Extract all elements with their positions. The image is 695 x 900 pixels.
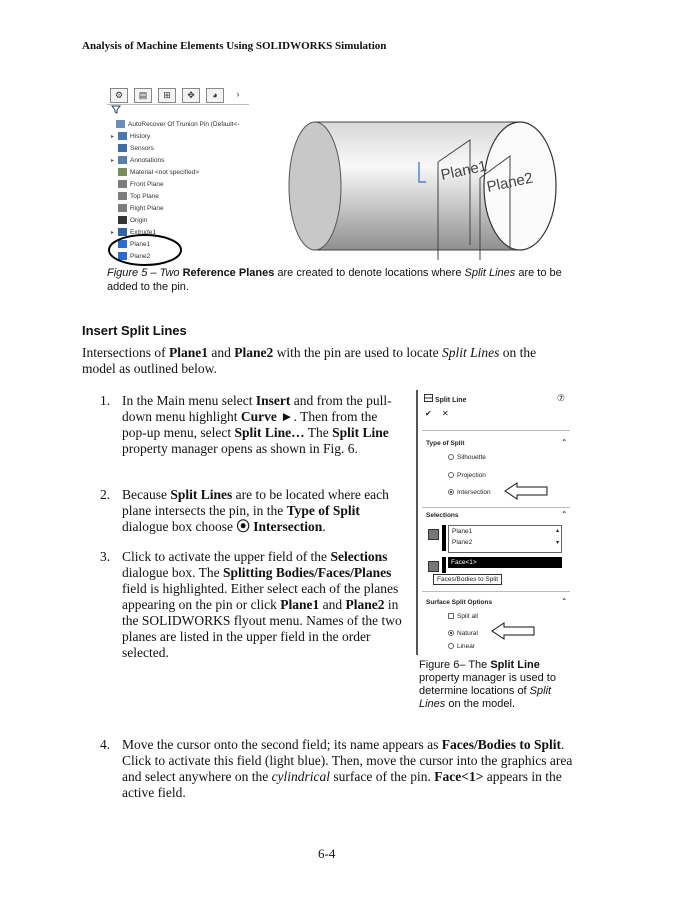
tree-item-label: Plane2	[130, 253, 151, 260]
tree-item-icon	[118, 180, 127, 188]
tree-item-label: Sensors	[130, 145, 154, 152]
step-text: Click to activate the upper field of the	[122, 549, 331, 564]
collapse-caret-icon[interactable]: ⌃	[561, 511, 567, 518]
selections-header[interactable]: Selections	[426, 512, 459, 519]
tree-item-label: Material <not specified>	[130, 169, 200, 176]
figure6-caption: Figure 6– The Split Line property manager is used to determine locations of Split Lines on the model.	[419, 659, 556, 710]
tree-item-label: Plane1	[130, 241, 151, 248]
step-text: Plane1	[280, 597, 320, 612]
highlight-circle	[107, 233, 185, 267]
radio-linear[interactable]: Linear	[448, 643, 475, 650]
tab-dimxpert-manager[interactable]: ✥	[182, 88, 200, 103]
tree-item[interactable]	[111, 203, 164, 215]
collapse-caret-icon[interactable]: ⌃	[561, 439, 567, 446]
tree-item[interactable]	[111, 179, 164, 191]
filter-icon[interactable]	[111, 105, 121, 117]
step-text: appears in the active field.	[122, 769, 562, 800]
split-all-checkbox[interactable]: Split all	[448, 613, 478, 620]
tree-item[interactable]	[109, 119, 239, 131]
tree-item-icon	[118, 144, 127, 152]
step-text: field is highlighted. Either select each of the planes appearing on the pin or click	[122, 581, 399, 612]
step-text: Split Line	[332, 425, 389, 440]
step-text: . Click to activate this field (light blue). Then, move the cursor into the graphics area and select anywhere on the	[122, 737, 573, 784]
step-text: .	[322, 519, 326, 534]
step-text: Split Lines	[170, 487, 233, 502]
tree-item-icon	[116, 120, 125, 128]
tree-item-label: Origin	[130, 217, 148, 224]
step-text: dialogue box. The	[122, 565, 223, 580]
step-text: Splitting Bodies/Faces/Planes	[222, 565, 392, 580]
selection-item[interactable]: Plane1	[452, 528, 473, 535]
step-text: Selections	[330, 549, 388, 564]
split-line-icon	[424, 394, 433, 402]
step-text: surface of the pin.	[330, 769, 435, 784]
cylinder-left-end	[289, 122, 341, 250]
splitting-bodies-field[interactable]	[448, 525, 562, 553]
step-text: Faces/Bodies to Split	[441, 737, 562, 752]
intro-paragraph: Intersections of Plane1 and Plane2 with the pin are used to locate Split Lines on the model as outlined below.	[82, 345, 537, 376]
pm-title: Split Line	[424, 394, 466, 404]
expand-arrow-icon[interactable]: ▸	[111, 230, 115, 236]
tab-property-manager[interactable]: ▤	[134, 88, 152, 103]
step-text: and from the pull-down menu highlight	[122, 393, 392, 424]
step-text: Insert	[255, 393, 291, 408]
tab-display-manager[interactable]: ◕	[206, 88, 224, 103]
feature-manager-tree	[107, 86, 249, 262]
collapse-caret-icon[interactable]: ⌃	[561, 598, 567, 605]
running-header: Analysis of Machine Elements Using SOLIDWORKS Simulation	[82, 40, 387, 52]
tree-item-label: History	[130, 133, 151, 140]
ok-button[interactable]: ✔	[425, 409, 432, 418]
tab-configuration-manager[interactable]: ⊞	[158, 88, 176, 103]
radio-natural[interactable]: Natural	[448, 630, 478, 637]
step-text: dialogue box choose	[122, 519, 237, 534]
step-text: Split Line…	[234, 425, 305, 440]
step-text: Because	[122, 487, 171, 502]
scroll-up-icon[interactable]: ▴	[555, 528, 559, 534]
figure5-caption: Figure 5 – Two Reference Planes are created to denote locations where Split Lines are to be added to the pin.	[107, 267, 562, 293]
plane-select-icon	[428, 529, 439, 540]
plane1-label: Plane1	[439, 157, 489, 184]
step-text: Plane2	[345, 597, 385, 612]
type-of-split-header[interactable]: Type of Split	[426, 440, 465, 447]
tab-more-chevron[interactable]: ›	[236, 89, 240, 99]
tree-item[interactable]	[111, 131, 150, 143]
step-text: Move the cursor onto the second field; its name appears as	[122, 737, 442, 752]
step-text: Type of Split	[286, 503, 360, 518]
tree-item-icon	[118, 168, 127, 176]
plane2-label: Plane2	[485, 169, 535, 196]
tree-item[interactable]	[111, 215, 147, 227]
tree-item-label: Front Plane	[130, 181, 164, 188]
faces-bodies-field[interactable]	[448, 557, 562, 568]
face-item[interactable]: Face<1>	[451, 559, 477, 566]
tree-item-icon	[118, 204, 127, 212]
tree-item-label: Right Plane	[130, 205, 164, 212]
step-text: The	[304, 425, 333, 440]
tree-item-icon	[118, 216, 127, 224]
step-text: and	[319, 597, 346, 612]
face-select-icon	[428, 561, 439, 572]
help-icon[interactable]: ⑦	[556, 393, 565, 403]
step-text: in the SOLIDWORKS flyout menu. Names of the two planes are listed in the upper field in the order selected.	[122, 597, 402, 660]
tree-item-icon	[118, 132, 127, 140]
tooltip: Faces/Bodies to Split	[433, 574, 502, 585]
tree-item[interactable]	[111, 155, 164, 167]
step-text: Face<1>	[434, 769, 484, 784]
tree-item[interactable]	[111, 143, 154, 155]
expand-arrow-icon[interactable]: ▸	[111, 158, 115, 164]
step-text: ⦿ Intersection	[236, 519, 323, 534]
step-text: In the Main menu select	[122, 393, 256, 408]
cancel-button[interactable]: ✕	[442, 409, 449, 418]
tree-item-icon	[118, 192, 127, 200]
pin-model-graphic	[270, 100, 570, 260]
callout-arrow-icon	[503, 481, 549, 501]
radio-projection[interactable]: Projection	[448, 472, 486, 479]
tree-item-label: Extrude1	[130, 229, 157, 236]
selection-item[interactable]: Plane2	[452, 539, 473, 546]
step-text: cylindrical	[271, 769, 331, 784]
radio-silhouette[interactable]: Silhouette	[448, 454, 486, 461]
page-number: 6-4	[318, 846, 336, 861]
split-line-property-manager	[416, 390, 573, 655]
scroll-down-icon[interactable]: ▾	[555, 540, 559, 546]
tree-item[interactable]	[111, 167, 199, 179]
expand-arrow-icon[interactable]: ▸	[111, 134, 115, 140]
callout-arrow-icon	[490, 621, 536, 641]
step-text: . Then from the pop-up menu, select	[122, 409, 378, 440]
tree-item-label: AutoRecover Of Trunion Pin (Default<-	[128, 121, 240, 128]
tree-item[interactable]	[111, 191, 159, 203]
step-text: are to be located where each plane intersects the pin, in the	[122, 487, 389, 518]
section-title: Insert Split Lines	[82, 323, 187, 338]
step-text: property manager opens as shown in Fig. 6.	[122, 441, 358, 456]
tree-item-icon	[118, 156, 127, 164]
radio-intersection[interactable]: Intersection	[448, 489, 491, 496]
step-text: Curve ►	[240, 409, 294, 424]
tab-feature-manager[interactable]: ⚙	[110, 88, 128, 103]
surface-split-options-header[interactable]: Surface Split Options	[426, 599, 493, 606]
tree-item-label: Top Plane	[130, 193, 159, 200]
tree-item-label: Annotations	[130, 157, 165, 164]
tree-tab-bar	[107, 86, 249, 105]
